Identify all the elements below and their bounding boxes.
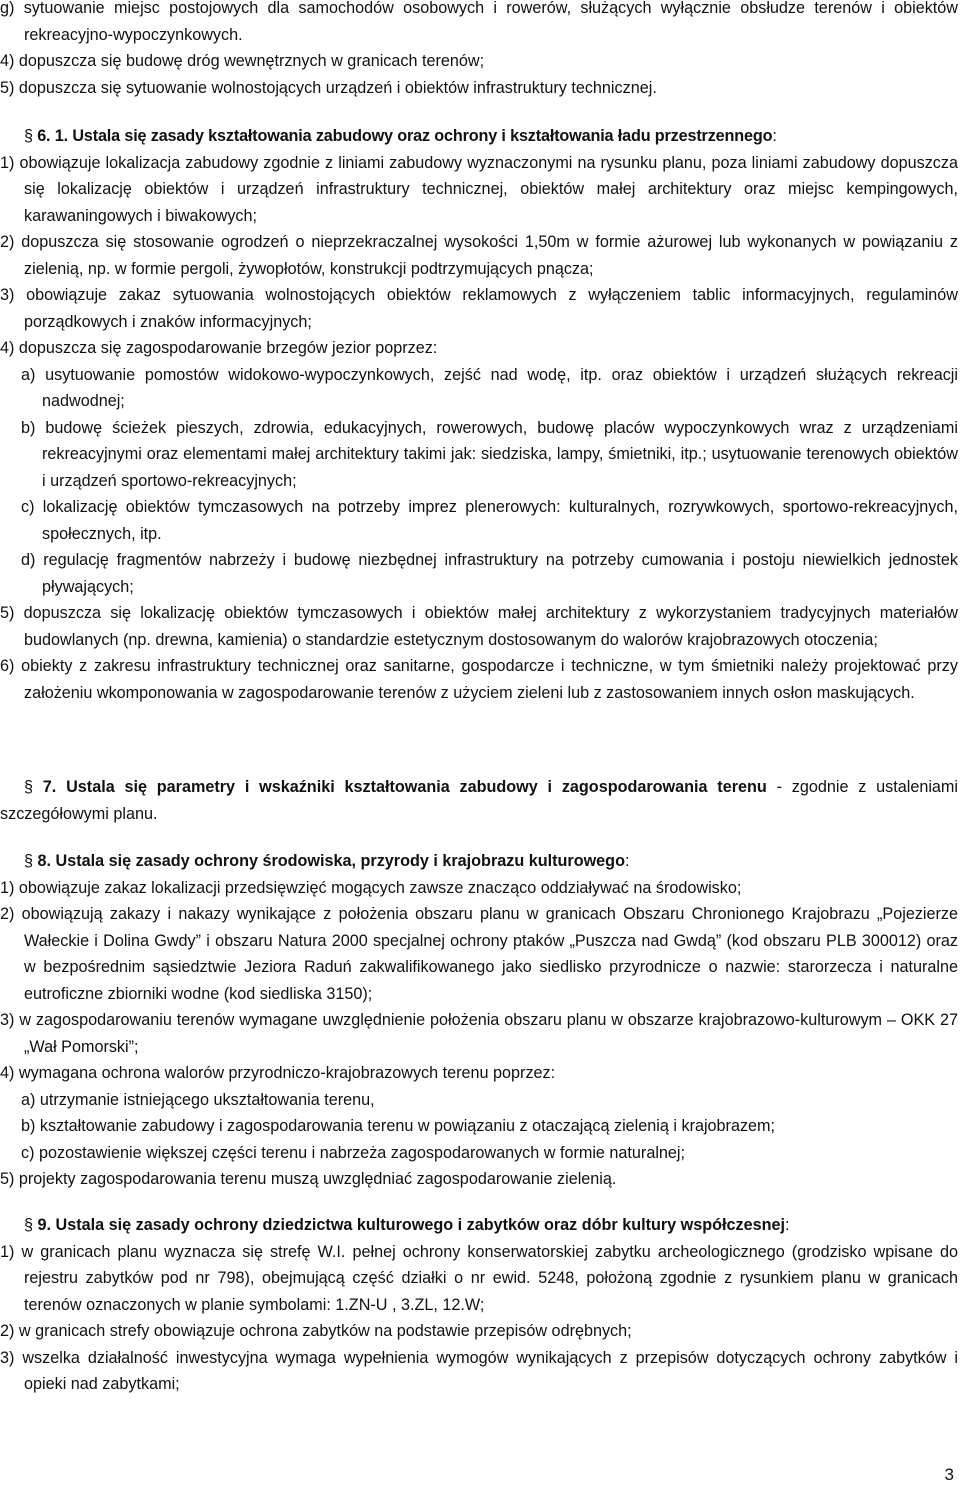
list-item: 4) wymagana ochrona walorów przyrodniczo-krajobrazowych terenu poprzez: <box>0 1064 556 1082</box>
sub-item: b) kształtowanie zabudowy i zagospodarowania terenu w powiązaniu z otaczającą zielenią i krajobrazem; <box>21 1117 776 1135</box>
section-title: Ustala się zasady ochrony środowiska, przyrody i krajobrazu kulturowego <box>55 852 625 870</box>
section-8 <box>0 848 958 1193</box>
section-7 <box>0 774 958 827</box>
list-item: g) sytuowanie miejsc postojowych dla samochodów osobowych i rowerów, służących wyłącznie obsłudze terenów i obiektów rekreacyjno-wypoczynkowych. <box>0 0 958 44</box>
intro-block <box>0 0 958 101</box>
list-item: 1) w granicach planu wyznacza się strefę W.I. pełnej ochrony konserwatorskiej zabytku archeologicznego (grodzisko wpisane do rejestru zabytków pod nr 798), obejmującą część działki o nr ewid. 5248, położoną zgodnie z rysunkiem planu w granicach terenów oznaczonych w planie symbolami: 1.ZN-U , 3.ZL, 12.W; <box>0 1242 958 1314</box>
list-item: 1) obowiązuje zakaz lokalizacji przedsięwzięć mogących zawsze znacząco oddziaływać na środowisko; <box>0 878 742 897</box>
section-title: Ustala się zasady ochrony dziedzictwa kulturowego i zabytków oraz dóbr kultury współczesnej <box>55 1216 786 1234</box>
section-9 <box>0 1212 958 1398</box>
section-heading: § 9. Ustala się zasady ochrony dziedzictwa kulturowego i zabytków oraz dóbr kultury współczesnej: <box>24 1216 790 1234</box>
list-item: 3) obowiązuje zakaz sytuowania wolnostojących obiektów reklamowych z wyłączeniem tablic informacyjnych, regulaminów porządkowych i znaków informacyjnych; <box>0 286 958 331</box>
list-item: 4) dopuszcza się zagospodarowanie brzegów jezior poprzez: <box>0 339 438 357</box>
section-6 <box>0 123 958 706</box>
sub-item: d) regulację fragmentów nabrzeży i budowę niezbędnej infrastruktury na potrzeby cumowania i postoju niewielkich jednostek pływających; <box>21 551 958 596</box>
list-item: 2) dopuszcza się stosowanie ogrodzeń o nieprzekraczalnej wysokości 1,50m w formie ażurowej lub wykonanych w powiązaniu z zielenią, np. w formie pergoli, żywopłotów, konstrukcji podtrzymujących pnącza; <box>0 233 958 278</box>
list-item: 2) obowiązują zakazy i nakazy wynikające z położenia obszaru planu w granicach Obszaru Chronionego Krajobrazu „Pojezierze Wałeckie i Dolina Gwdy” i obszaru Natura 2000 specjalnej ochrony ptaków „Puszcza nad Gwdą” (kod obszaru PLB 300012) oraz w bezpośrednim sąsiedztwie Jeziora Raduń zakwalifikowanego jako siedlisko przyrodnicze o nazwie: starorzecza i naturalne eutroficzne zbiorniki wodne (kod siedliska 3150); <box>0 905 958 1003</box>
section-title: Ustala się parametry i wskaźniki kształtowania zabudowy i zagospodarowania terenu <box>66 778 767 796</box>
page-number: 3 <box>944 1465 954 1484</box>
sub-item: a) usytuowanie pomostów widokowo-wypoczynkowych, zejść nad wodę, itp. oraz obiektów i urządzeń służących rekreacji nadwodnej; <box>21 365 958 410</box>
list-item: 2) w granicach strefy obowiązuje ochrona zabytków na podstawie przepisów odrębnych; <box>0 1322 632 1340</box>
section-heading: § 7. Ustala się parametry i wskaźniki kształtowania zabudowy i zagospodarowania terenu - zgodnie z ustaleniami szczegółowymi planu. <box>0 778 958 823</box>
list-item: 5) projekty zagospodarowania terenu muszą uwzględniać zagospodarowanie zielenią. <box>0 1170 617 1188</box>
sub-item: c) lokalizację obiektów tymczasowych na potrzeby imprez plenerowych: kulturalnych, rozrywkowych, sportowo-rekreacyjnych, społecznych, itp. <box>21 498 958 543</box>
section-heading: § 6. 1. Ustala się zasady kształtowania zabudowy oraz ochrony i kształtowania ładu przestrzennego: <box>24 127 777 145</box>
list-item: 3) wszelka działalność inwestycyjna wymaga wypełnienia wymogów wynikających z przepisów dotyczących ochrony zabytków i opieki nad zabytkami; <box>0 1348 958 1393</box>
sub-item: a) utrzymanie istniejącego ukształtowania terenu, <box>21 1090 375 1109</box>
list-item: 5) dopuszcza się sytuowanie wolnostojących urządzeń i obiektów infrastruktury technicznej. <box>0 78 657 97</box>
list-item: 5) dopuszcza się lokalizację obiektów tymczasowych i obiektów małej architektury z wykorzystaniem tradycyjnych materiałów budowlanych (np. drewna, kamienia) o standardzie estetycznym dostosowanym do walorów krajobrazowych otoczenia; <box>0 604 958 649</box>
section-heading: § 8. Ustala się zasady ochrony środowiska, przyrody i krajobrazu kulturowego: <box>24 852 630 870</box>
sub-item: c) pozostawienie większej części terenu i nabrzeża zagospodarowanych w formie naturalnej; <box>21 1143 686 1162</box>
list-item: 3) w zagospodarowaniu terenów wymagane uwzględnienie położenia obszaru planu w obszarze krajobrazowo-kulturowym – OKK 27 „Wał Pomorski”; <box>0 1011 958 1056</box>
list-item: 1) obowiązuje lokalizacja zabudowy zgodnie z liniami zabudowy wyznaczonymi na rysunku planu, poza liniami zabudowy dopuszcza się lokalizację obiektów i urządzeń infrastruktury technicznej, obiektów małej architektury oraz miejsc kempingowych, karawaningowych i biwakowych; <box>0 153 958 225</box>
sub-item: b) budowę ścieżek pieszych, zdrowia, edukacyjnych, rowerowych, budowę placów wypoczynkowych wraz z urządzeniami rekreacyjnymi oraz elementami małej architektury takimi jak: siedziska, lampy, śmietniki, itp.; usytuowanie terenowych obiektów i urządzeń sportowo-rekreacyjnych; <box>21 418 958 490</box>
list-item: 4) dopuszcza się budowę dróg wewnętrznych w granicach terenów; <box>0 52 485 70</box>
section-title: Ustala się zasady kształtowania zabudowy oraz ochrony i kształtowania ładu przestrzennego <box>72 127 773 145</box>
list-item: 6) obiekty z zakresu infrastruktury technicznej oraz sanitarne, gospodarcze i techniczne, w tym śmietniki należy projektować przy założeniu wkomponowania w zagospodarowanie terenów z użyciem zieleni lub z zastosowaniem innych osłon maskujących. <box>0 657 958 702</box>
